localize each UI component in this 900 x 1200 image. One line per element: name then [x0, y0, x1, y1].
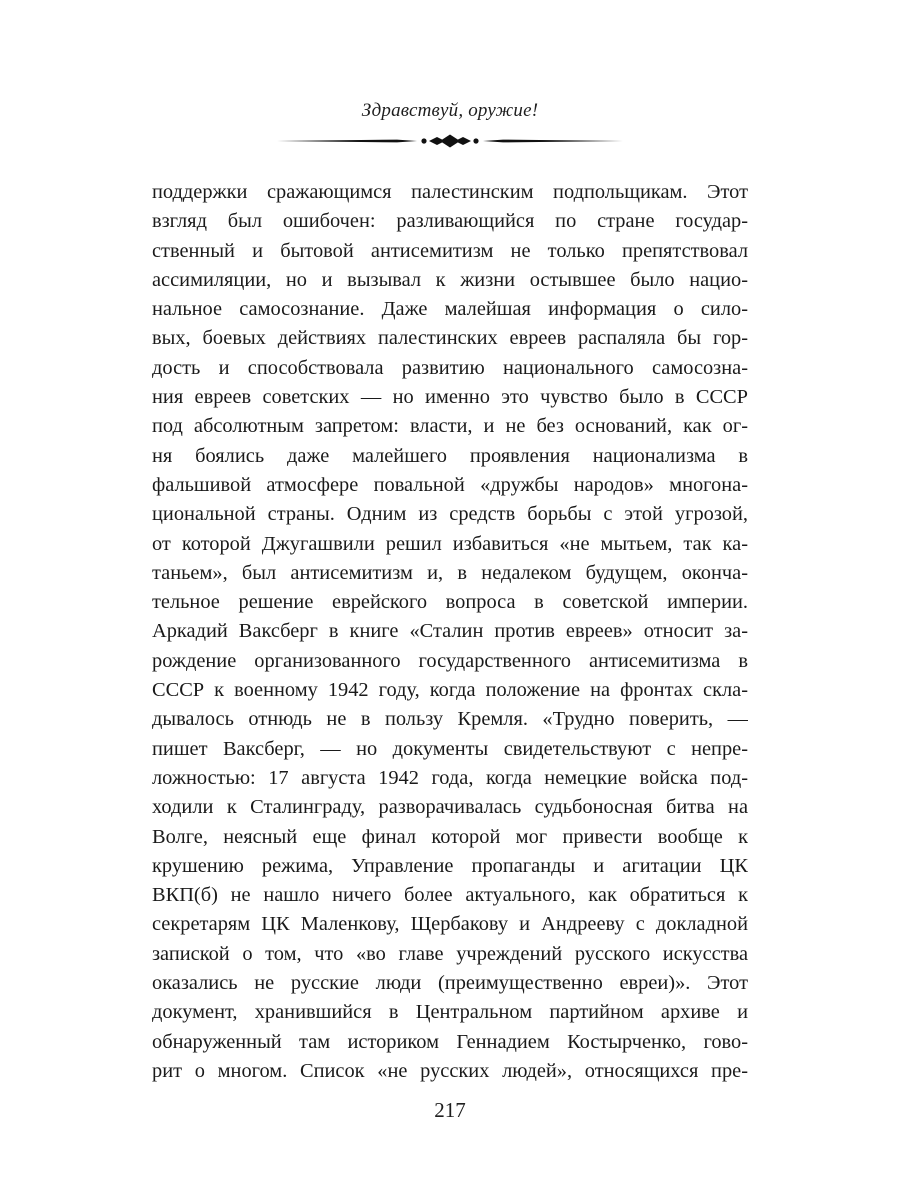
text-line: взгляд был ошибочен: разливающийся по стране государ- — [152, 210, 748, 233]
text-line: дость и способствовала развитию национального самосозна- — [152, 356, 748, 379]
text-line: ассимиляции, но и вызывал к жизни остывшее было нацио- — [152, 268, 748, 291]
text-line: фальшивой атмосфере повальной «дружбы народов» многона- — [152, 473, 748, 496]
ornament-center-lozenge — [440, 135, 460, 148]
ornament-divider — [277, 130, 623, 152]
text-line: ВКП(б) не нашло ничего более актуального, как обратиться к — [152, 884, 748, 907]
text-line: поддержки сражающимся палестинским подпольщикам. Этот — [152, 181, 748, 203]
running-head-title: Здравствуй, оружие! — [361, 100, 539, 121]
text-line: СССР к военному 1942 году, когда положение на фронтах скла- — [152, 679, 748, 702]
body-paragraph — [152, 178, 748, 1086]
text-line: ня боялись даже малейшего проявления национализма в — [152, 444, 748, 467]
text-line: вых, боевых действиях палестинских евреев распаляла бы гор- — [152, 327, 748, 350]
text-line: документ, хранившийся в Центральном партийном архиве и — [152, 1001, 748, 1024]
text-line: обнаруженный там историком Геннадием Костырченко, гово- — [152, 1030, 748, 1053]
text-line: дывалось отнюдь не в пользу Кремля. «Трудно поверить, — — [152, 708, 748, 731]
text-line: Аркадий Ваксберг в книге «Сталин против евреев» относит за- — [152, 620, 748, 643]
text-line: секретарям ЦК Маленкову, Щербакову и Андрееву с докладной — [152, 913, 748, 936]
page-number: 217 — [434, 1098, 466, 1122]
ornament-right-rule — [483, 140, 623, 143]
text-line: циональной страны. Одним из средств борьбы с этой угрозой, — [152, 503, 748, 526]
ornament-dot-left — [421, 138, 426, 143]
ornament-left-rule — [277, 140, 417, 143]
text-line: рит о многом. Список «не русских людей», относящихся пре- — [152, 1059, 748, 1082]
text-line: ния евреев советских — но именно это чувство было в СССР — [152, 386, 748, 409]
text-line: под абсолютным запретом: власти, и не без оснований, как ог- — [152, 415, 748, 438]
text-line: ходили к Сталинграду, разворачивалась судьбоносная битва на — [152, 796, 748, 819]
text-line: оказались не русские люди (преимущественно евреи)». Этот — [152, 972, 748, 995]
text-line: рождение организованного государственного антисемитизма в — [152, 649, 748, 672]
text-line: таньем», был антисемитизм и, в недалеком будущем, оконча- — [152, 561, 748, 584]
text-line: от которой Джугашвили решил избавиться «не мытьем, так ка- — [152, 532, 748, 555]
text-line: ложностью: 17 августа 1942 года, когда немецкие войска под- — [152, 766, 748, 789]
text-line: Волге, неясный еще финал которой мог привести вообще к — [152, 825, 748, 848]
text-line: крушению режима, Управление пропаганды и агитации ЦК — [152, 854, 748, 877]
text-line: тельное решение еврейского вопроса в советской империи. — [152, 591, 748, 614]
text-line: нальное самосознание. Даже малейшая информация о сило- — [152, 298, 748, 321]
ornament-dot-right — [473, 138, 478, 143]
text-line: запиской о том, что «во главе учреждений русского искусства — [152, 942, 748, 965]
text-line: пишет Ваксберг, — но документы свидетельствуют с непре- — [152, 737, 748, 760]
text-line: ственный и бытовой антисемитизм не только препятствовал — [152, 239, 748, 262]
